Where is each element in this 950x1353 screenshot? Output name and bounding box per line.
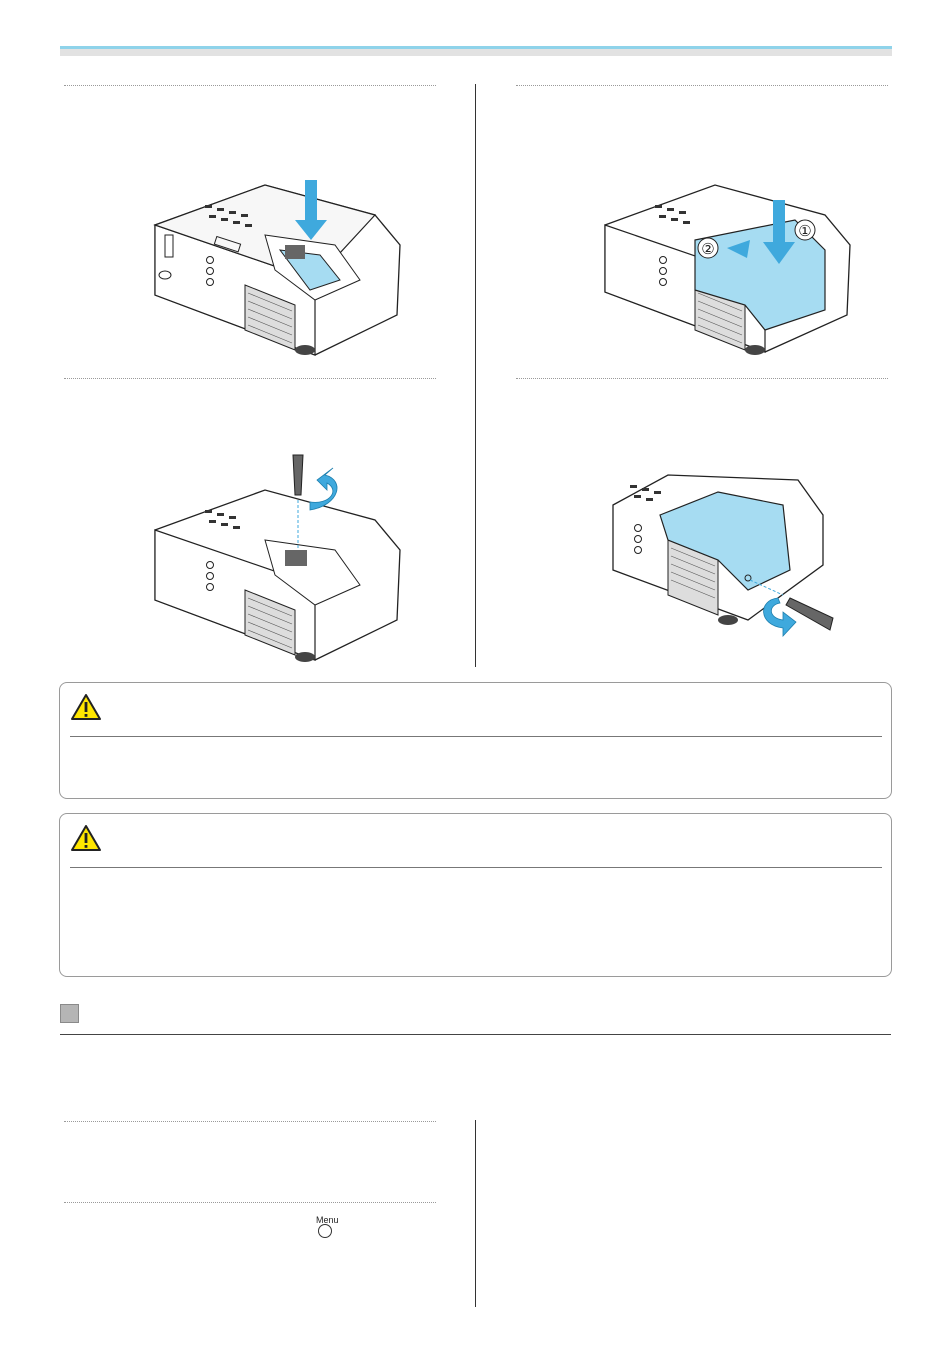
header-accent-line (60, 46, 892, 49)
column-divider (475, 1120, 476, 1307)
notice-rule (70, 736, 882, 737)
projector-cover-attach-illustration (595, 180, 860, 355)
step-divider (516, 378, 888, 379)
warning-notice (59, 813, 892, 977)
projector-cover-screw-illustration (608, 470, 838, 645)
step-divider (64, 1121, 436, 1122)
section-square-icon (60, 1004, 79, 1023)
notice-rule (70, 867, 882, 868)
projector-lamp-insert-illustration (135, 175, 405, 360)
warning-notice (59, 682, 892, 799)
column-divider (475, 84, 476, 667)
step-divider (64, 1202, 436, 1203)
section-rule (60, 1034, 891, 1035)
step-divider (64, 85, 436, 86)
menu-button-icon (318, 1224, 332, 1238)
step-divider (516, 85, 888, 86)
menu-button-label: Menu (316, 1215, 339, 1225)
projector-screwdriver-illustration (135, 450, 405, 665)
step-divider (64, 378, 436, 379)
step-mark-1: ① (798, 222, 812, 240)
step-mark-2: ② (701, 240, 715, 258)
warning-icon (70, 693, 102, 721)
warning-icon (70, 824, 102, 852)
